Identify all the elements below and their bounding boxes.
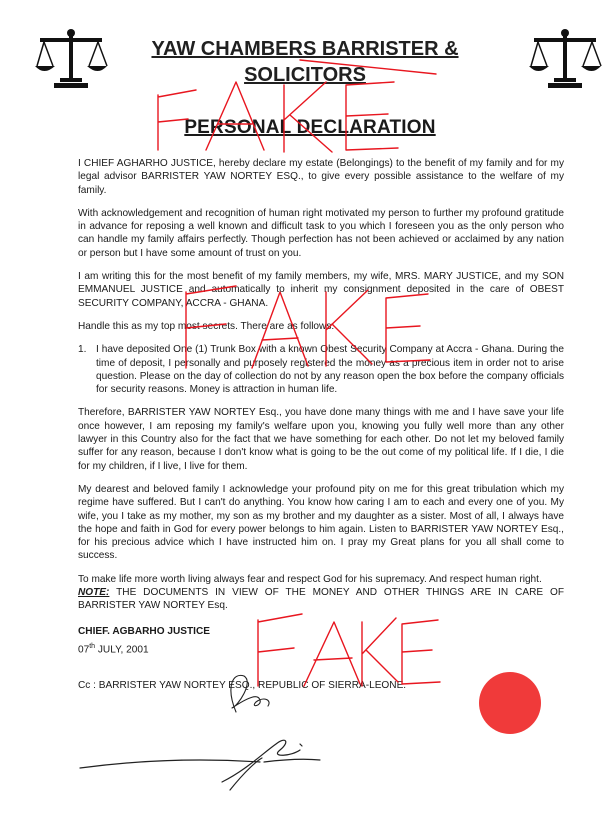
declaration-body xyxy=(78,157,564,692)
red-seal-stamp xyxy=(479,672,541,734)
document-title: PERSONAL DECLARATION xyxy=(184,117,436,138)
paragraph-beneficiaries: I am writing this for the most benefit of my family members, my wife, MRS. MARY JUSTICE, and my SON EMMANUEL JUSTICE and automatically to inherit my consignment deposited in the care of OBEST SECURITY COMPANY, ACCRA - GHANA. xyxy=(78,271,564,309)
list-text: I have deposited One (1) Trunk Box with a known Obest Security Company at Accra - Ghana. During the time of deposit, I personally and purposely registered the money as a precious item in order not to arise question. Please on the day of collection do not by any reason open the box before the company officials for security reasons. Money is attraction in human life. xyxy=(96,344,564,396)
note-label: NOTE: xyxy=(78,587,110,599)
signature-lower xyxy=(80,740,320,790)
signatory-name: CHIEF. AGBARHO JUSTICE xyxy=(78,625,210,637)
list-item xyxy=(78,343,564,396)
paragraph-acknowledgement: With acknowledgement and recognition of human right motivated my person to further my profound gratitude in advance for reposing a well known and difficult task to you which I foreseen you as the only person who can handle my family affairs perfectly. Though perfection has not been achieved or acclaimed by any nation or person but I have some amount of trust on you. xyxy=(78,207,564,259)
cc-line: Cc : BARRISTER YAW NORTEY ESQ., REPUBLIC OF SIERRA-LEONE. xyxy=(78,679,407,691)
scales-of-justice-icon xyxy=(528,28,602,90)
scales-of-justice-icon xyxy=(34,28,108,90)
firm-name-line1: YAW CHAMBERS BARRISTER & xyxy=(151,38,459,60)
note-text: THE DOCUMENTS IN VIEW OF THE MONEY AND OTHER THINGS ARE IN CARE OF BARRISTER YAW NORTEY Esq. xyxy=(78,587,564,612)
firm-name-line2: SOLICITORS xyxy=(244,64,366,86)
paragraph-secrets: Handle this as my top most secrets. There are as follows: xyxy=(78,320,335,332)
date-line: 07th JULY, 2001 xyxy=(78,642,149,656)
paragraph-barrister: Therefore, BARRISTER YAW NORTEY Esq., you have done many things with me and I have save your life once however, I am reposing my family's welfare upon you, knowing you fully well more than any other lawyer in this Country also for the fact that we have something for each other. Do not let my beloved family suffer for any reason, because I don't know what is going to be the out come of my political life. If I die, I die for my children, if I live, I live for them. xyxy=(78,407,564,472)
list-number: 1. xyxy=(78,344,87,356)
note-paragraph xyxy=(78,586,564,613)
paragraph-respect: To make life more worth living always fear and respect God for his supremacy. And respect human right. xyxy=(78,573,542,585)
paragraph-family: My dearest and beloved family I acknowledge your profound pity on me for this great tribulation which my regime have suffered. But I can't do anything. You know how caring I am to each and every one of you. My wife, you I take as my mother, my son as my brother and my daughter as a sister. Most of all, I always have the hope and faith in God for every power belongs to him again. Listen to BARRISTER YAW NORTEY Esq., for his precious advice which I have instructed him on. I pray my Great plans for you all shall come to success. xyxy=(78,483,564,562)
paragraph-intro: I CHIEF AGHARHO JUSTICE, hereby declare my estate (Belongings) to the benefit of my family and for my legal advisor BARRISTER YAW NORTEY ESQ., to give every possible assistance to the welfare of my family. xyxy=(78,158,564,196)
